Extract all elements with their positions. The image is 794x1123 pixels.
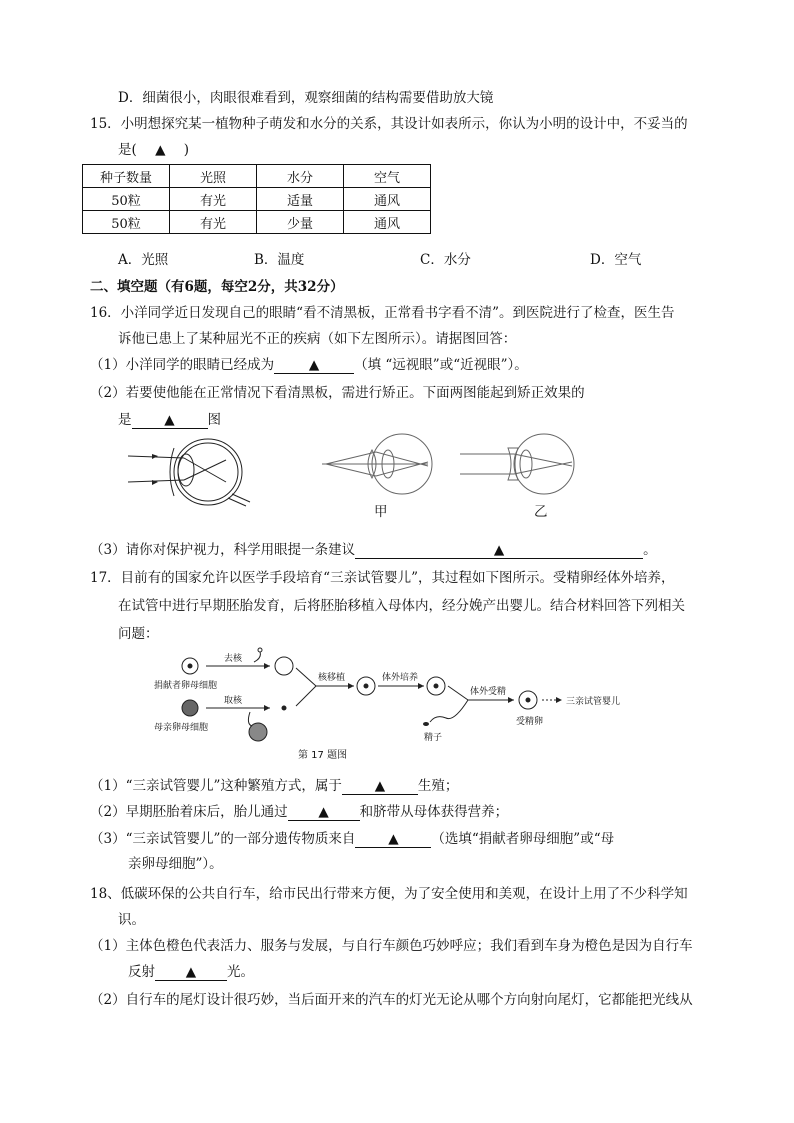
q17-part1-end: 生殖； xyxy=(417,778,459,794)
label-baby: 三亲试管婴儿 xyxy=(566,697,621,707)
q16-part3-text: （3）请你对保护视力，科学用眼提一条建议 xyxy=(90,542,356,558)
q15-stem-line2 xyxy=(118,140,189,160)
table-cell: 有光 xyxy=(170,188,257,211)
q18-part1-prefix: 反射 xyxy=(128,964,155,980)
flow-arrow xyxy=(248,712,252,726)
diagram-caption: 第 17 题图 xyxy=(298,750,348,761)
flow-line xyxy=(296,668,316,686)
arrow-icon xyxy=(152,454,158,459)
seed-experiment-table xyxy=(82,164,431,234)
q18-part1: （1）主体色橙色代表活力、服务与发展，与自行车颜色巧妙呼应；我们看到车身为橙色是因为自行车 xyxy=(90,938,693,954)
q16-part1-hint: （填 “远视眼”或“近视眼”）。 xyxy=(354,357,528,373)
q16-part2-prefix: 是 xyxy=(118,412,132,428)
q17-stem-line1: 17．目前有的国家允许以医学手段培育“三亲试管婴儿”，其过程如下图所示。受精卵经体外培养， xyxy=(90,570,675,586)
label-extract-nucleus: 取核 xyxy=(224,696,243,706)
table-header-row xyxy=(83,165,431,188)
label-sperm: 精子 xyxy=(424,733,443,743)
lens-figure-jia xyxy=(318,430,440,502)
q16-stem-line1: 16．小洋同学近日发现自己的眼睛“看不清黑板，正常看书字看不清”。到医院进行了检查，医生告 xyxy=(90,305,675,321)
q17-part1-text: （1）“三亲试管婴儿”这种繁殖方式，属于 xyxy=(90,778,342,794)
q16-part2-suffix: 图 xyxy=(207,412,221,428)
q16-part1 xyxy=(90,355,528,375)
q15-option-b[interactable]: B．温度 xyxy=(254,252,305,268)
q15-option-a[interactable]: A．光照 xyxy=(118,252,169,268)
q17-stem-line3: 问题： xyxy=(118,626,159,642)
label-culture: 体外培养 xyxy=(382,673,419,683)
table-header: 种子数量 xyxy=(83,165,170,188)
lens-figure-yi xyxy=(458,430,580,502)
zygote-nucleus xyxy=(526,698,530,702)
q17-blank3[interactable] xyxy=(355,832,431,848)
q16-part2: （2）若要使他能在正常情况下看清黑板，需进行矫正。下面两图能起到矫正效果的 xyxy=(90,385,585,401)
q16-blank2[interactable] xyxy=(132,413,208,429)
mother-egg-cell xyxy=(182,700,198,716)
q17-blank1[interactable] xyxy=(342,779,418,795)
q17-blank2[interactable] xyxy=(288,805,360,821)
q16-blank1[interactable] xyxy=(274,358,354,374)
table-cell: 50粒 xyxy=(83,188,170,211)
q17-part2-end: 和脐带从母体获得营养； xyxy=(359,804,509,820)
answer-mark: ▲ xyxy=(318,804,329,820)
removed-nucleus xyxy=(258,648,262,652)
corrective-lens xyxy=(508,448,518,480)
table-header: 空气 xyxy=(344,165,431,188)
q17-stem-line2: 在试管中进行早期胚胎发育，后将胚胎移植入母体内，经分娩产出婴儿。结合材料回答下列相关 xyxy=(118,598,685,614)
label-donor-egg: 捐献者卵母细胞 xyxy=(154,681,218,691)
myopia-eye-figure xyxy=(128,436,268,508)
table-cell: 有光 xyxy=(170,211,257,234)
sperm-icon xyxy=(423,722,429,726)
q17-part3-hint: （选填“捐献者卵母细胞”或“母 xyxy=(431,831,615,847)
figure-label-jia: 甲 xyxy=(374,504,388,520)
flow-arrow xyxy=(254,652,260,662)
answer-mark: ▲ xyxy=(155,142,166,158)
label-fertilization: 体外受精 xyxy=(470,687,507,697)
q16-part2-answer xyxy=(118,410,221,430)
q15-option-d[interactable]: D．空气 xyxy=(590,252,642,268)
q18-part1-cont xyxy=(128,962,254,982)
q16-part3 xyxy=(90,540,657,560)
q17-part2 xyxy=(90,802,508,822)
q15-stem-suffix: ) xyxy=(183,142,190,158)
q16-stem-line2: 诉他已患上了某种屈光不正的疾病（如下左图所示）。请据图回答： xyxy=(118,331,517,347)
q17-part2-text: （2）早期胚胎着床后，胎儿通过 xyxy=(90,804,288,820)
q16-part3-end: 。 xyxy=(643,542,657,558)
q16-part1-text: （1）小洋同学的眼睛已经成为 xyxy=(90,357,275,373)
flow-line xyxy=(296,686,316,706)
table-cell: 少量 xyxy=(257,211,344,234)
q17-part3 xyxy=(90,829,614,849)
answer-mark: ▲ xyxy=(185,964,197,980)
q15-stem-line1: 15．小明想探究某一植物种子萌发和水分的关系，其设计如表所示，你认为小明的设计中，不妥当的 xyxy=(90,116,688,132)
q17-part3-text: （3）“三亲试管婴儿”的一部分遗传物质来自 xyxy=(90,831,356,847)
q17-part1 xyxy=(90,776,458,796)
table-cell: 通风 xyxy=(344,188,431,211)
table-row xyxy=(83,211,431,234)
q17-part3-cont: 亲卵母细胞”）。 xyxy=(128,856,223,872)
q15-stem-prefix: 是( xyxy=(118,142,137,158)
q16-blank3[interactable] xyxy=(355,543,643,559)
label-zygote: 受精卵 xyxy=(516,717,544,727)
q15-option-c[interactable]: C．水分 xyxy=(420,252,471,268)
section-title: 二、填空题（有6题，每空2分，共32分） xyxy=(90,279,344,295)
reconstructed-egg-nucleus xyxy=(364,684,368,688)
q14-option-d: D．细菌很小，肉眼很难看到，观察细菌的结构需要借助放大镜 xyxy=(118,90,494,106)
eyeball-outline xyxy=(514,434,574,494)
answer-mark: ▲ xyxy=(388,831,399,847)
flow-line xyxy=(430,700,468,722)
table-row xyxy=(83,188,431,211)
light-ray xyxy=(184,460,226,480)
table-cell: 50粒 xyxy=(83,211,170,234)
cornea xyxy=(170,448,174,496)
cultured-egg-nucleus xyxy=(434,684,438,688)
q18-stem-line1: 18、低碳环保的公共自行车，给市民出行带来方便，为了安全使用和美观，在设计上用了不少科学知 xyxy=(90,886,688,902)
label-remove-nucleus: 去核 xyxy=(224,654,243,664)
q18-part2: （2）自行车的尾灯设计很巧妙，当后面开来的汽车的灯光无论从哪个方向射向尾灯，它都能把光线从 xyxy=(90,992,693,1008)
donor-egg-nucleus xyxy=(188,664,192,668)
table-header: 光照 xyxy=(170,165,257,188)
label-mother-egg: 母亲卵母细胞 xyxy=(154,723,209,733)
table-cell: 通风 xyxy=(344,211,431,234)
table-cell: 适量 xyxy=(257,188,344,211)
answer-mark: ▲ xyxy=(308,357,320,373)
three-parent-ivf-diagram xyxy=(146,644,646,766)
figure-label-yi: 乙 xyxy=(534,504,548,520)
q18-stem-line2: 识。 xyxy=(118,912,145,928)
light-ray xyxy=(514,462,572,474)
q18-blank1[interactable] xyxy=(155,965,227,981)
answer-mark: ▲ xyxy=(493,542,505,558)
extracted-nucleus xyxy=(282,706,286,710)
answer-mark: ▲ xyxy=(164,412,175,428)
label-nuclear-transfer: 核移植 xyxy=(318,673,346,683)
table-header: 水分 xyxy=(257,165,344,188)
q18-part1-end: 光。 xyxy=(227,964,254,980)
answer-mark: ▲ xyxy=(374,778,386,794)
enucleated-egg xyxy=(275,657,293,675)
eye-lens xyxy=(520,450,532,478)
flow-line xyxy=(448,686,468,700)
